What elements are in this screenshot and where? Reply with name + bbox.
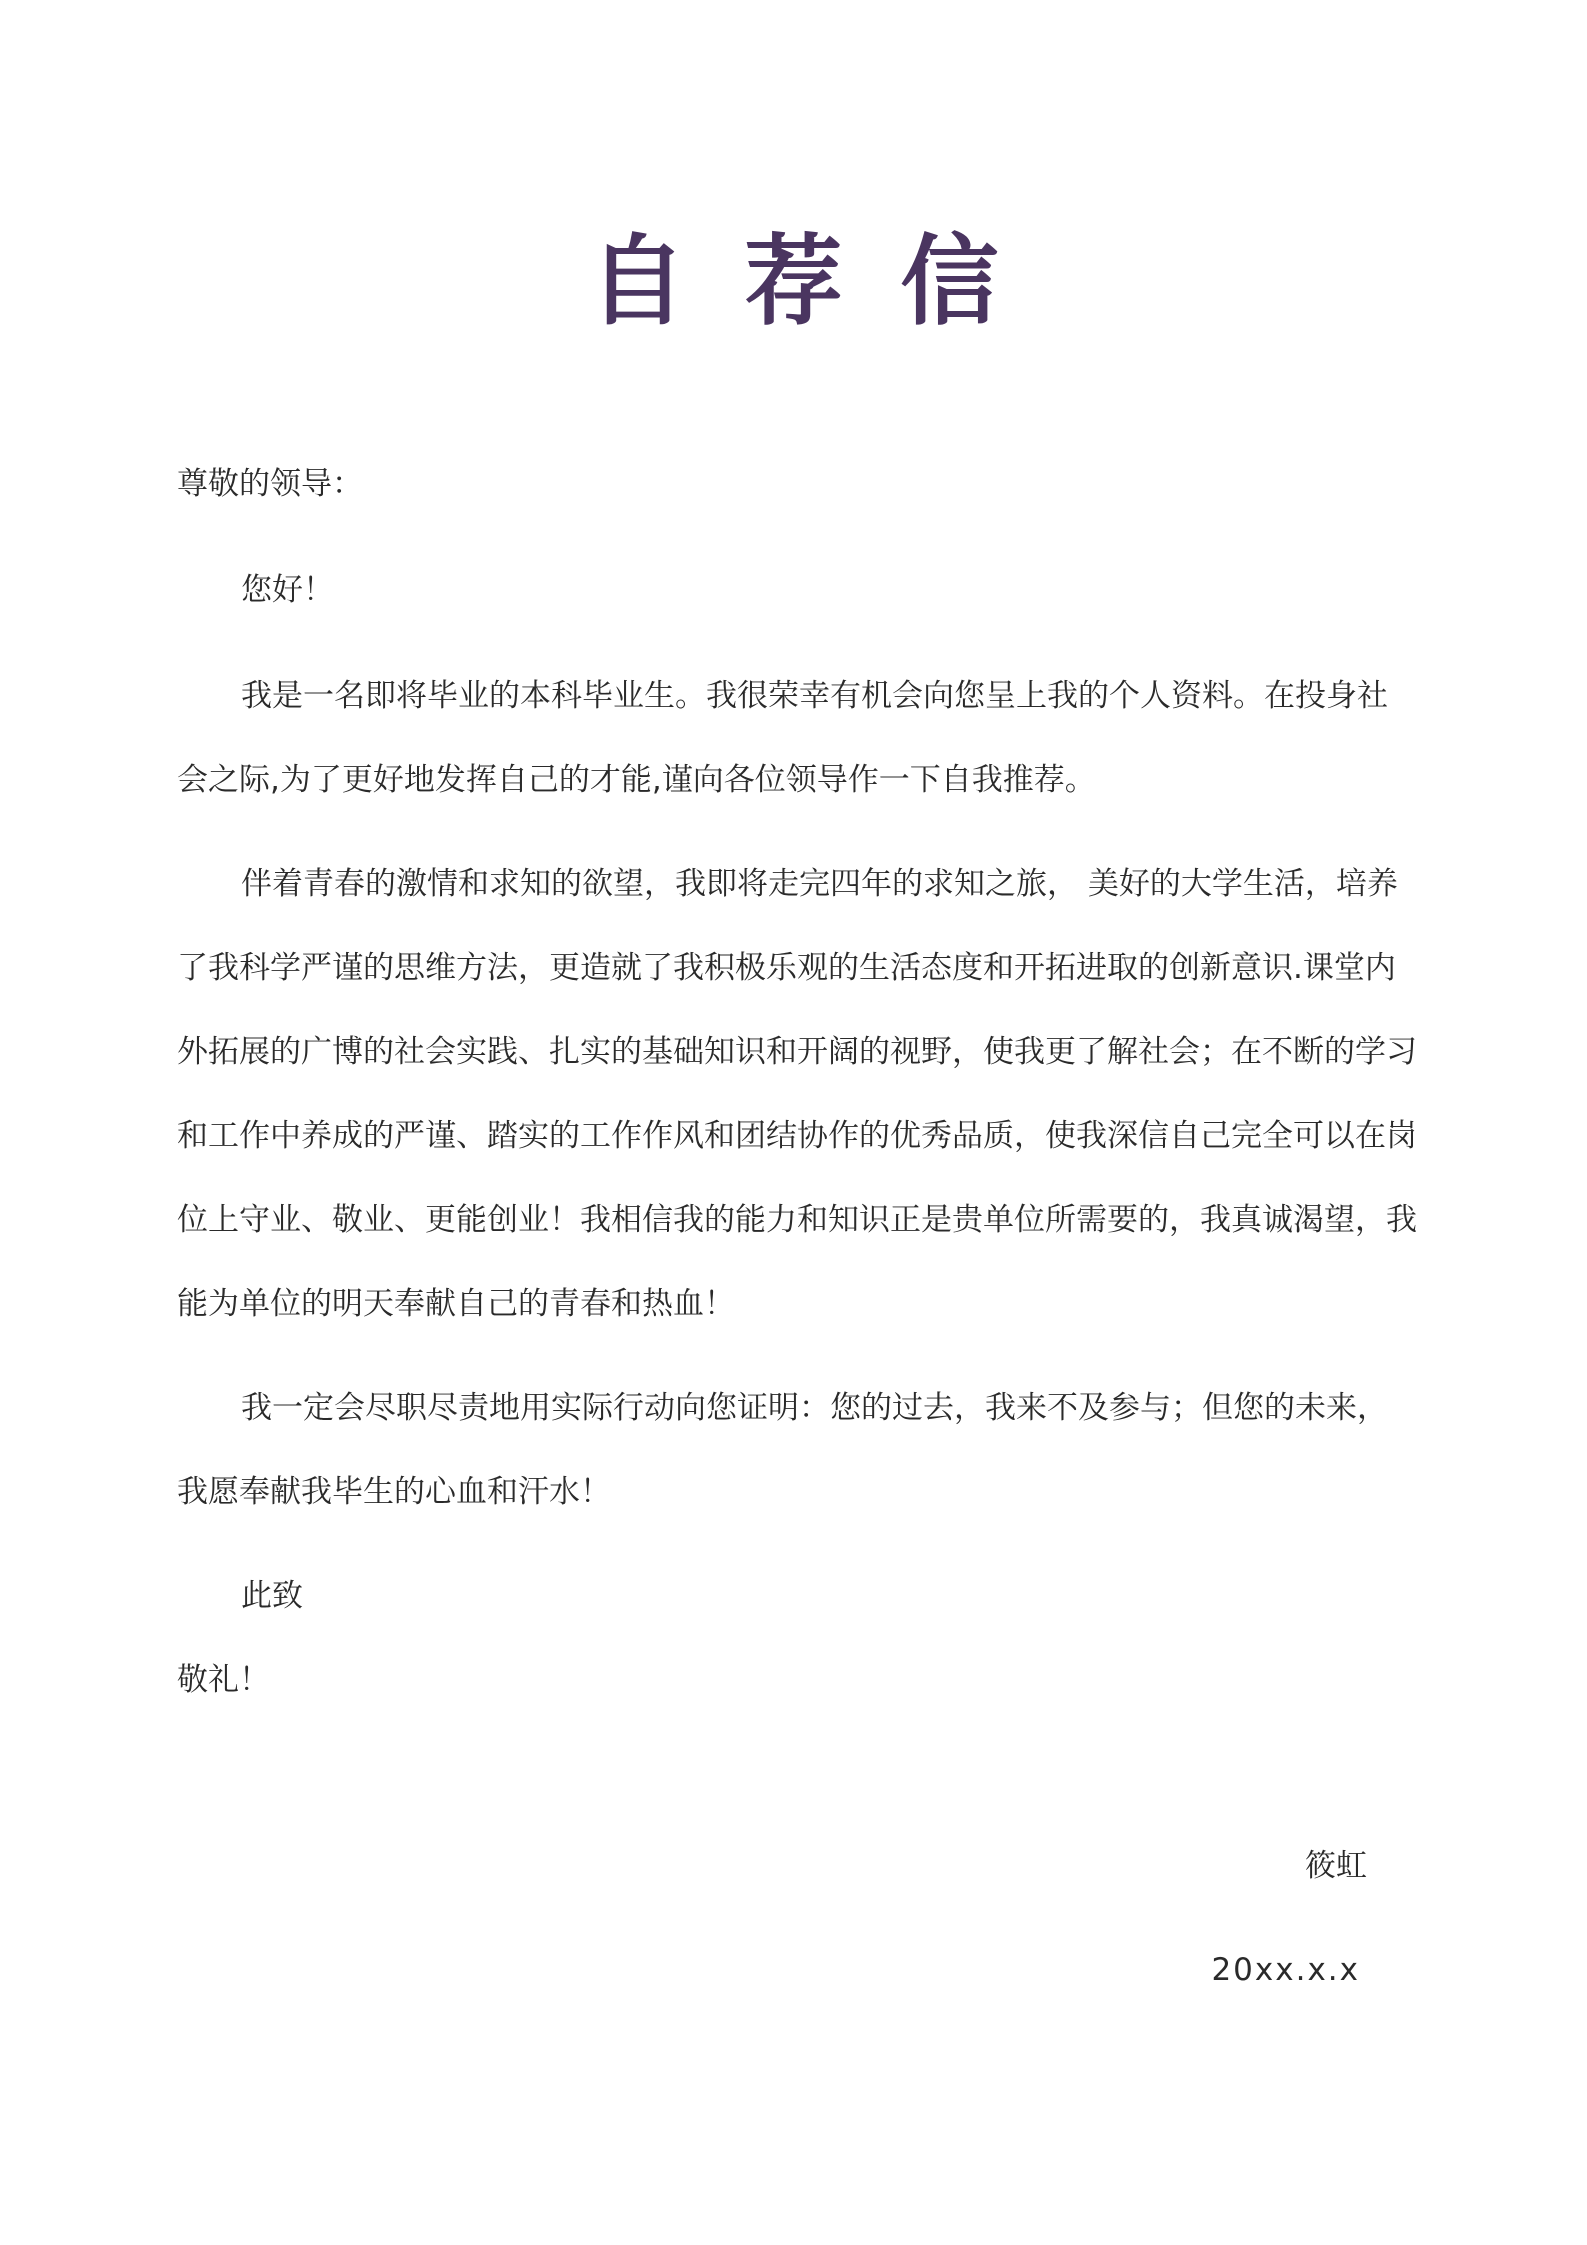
closing-line-2: 敬礼！ — [177, 1662, 270, 1698]
salutation: 尊敬的领导： — [177, 466, 363, 502]
page-title: 自荐信 — [588, 224, 1057, 339]
paragraph-body: 伴着青春的激情和求知的欲望，我即将走完四年的求知之旅， 美好的大学生活，培养了我科学严谨的思维方法，更造就了我积极乐观的生活态度和开拓进取的创新意识.课堂内外拓展的广博的社会实践、扎实的基础知识和开阔的视野，使我更了解社会；在不断的学习和工作中养成的严谨、踏实的工作作风和团结协作的优秀品质，使我深信自己完全可以在岗位上守业、敬业、更能创业！我相信我的能力和知识正是贵单位所需要的，我真诚渴望，我能为单位的明天奉献自己的青春和热血！ — [177, 866, 1417, 1322]
letter-date: 20xx.x.x — [1211, 1952, 1360, 1988]
closing-line-1: 此致 — [241, 1578, 303, 1614]
paragraph-commitment: 我一定会尽职尽责地用实际行动向您证明：您的过去，我来不及参与；但您的未来，我愿奉献我毕生的心血和汗水！ — [177, 1390, 1388, 1510]
greeting: 您好！ — [241, 572, 334, 608]
paragraph-intro: 我是一名即将毕业的本科毕业生。我很荣幸有机会向您呈上我的个人资料。在投身社会之际,为了更好地发挥自己的才能,谨向各位领导作一下自我推荐。 — [177, 678, 1388, 798]
signer-name: 筱虹 — [1305, 1848, 1367, 1884]
